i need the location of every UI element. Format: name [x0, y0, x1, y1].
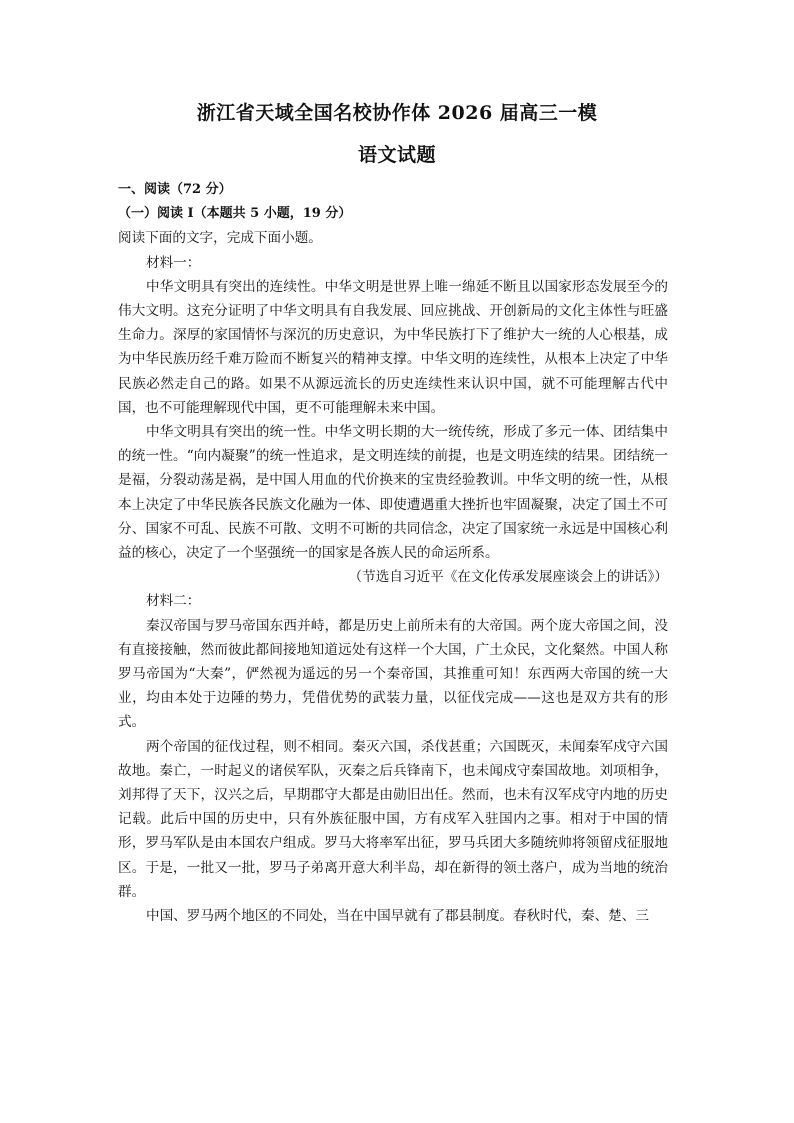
instruction-text: 阅读下面的文字，完成下面小题。	[118, 230, 322, 247]
material-one-label: 材料一：	[146, 254, 201, 271]
material-two-paragraph: 两个帝国的征伐过程，则不相同。秦灭六国，杀伐甚重；六国既灭，未闻秦军戍守六国故地。秦亡，一时起义的诸侯军队，灭秦之后兵锋南下，也未闻戍守秦国故地。刘项相争，刘邦得了天下，汉兴之后，早期郡守大都是由勋旧出任。然而，也未有汉军戍守内地的历史记载。此后中国的历史中，只有外族征服中国，方有戍军入驻国内之事。相对于中国的情形，罗马军队是由本国农户组成。罗马大将率军出征，罗马兵团大多随统帅将领留戍征服地区。于是，一批又一批，罗马子弟离开意大利半岛，却在新得的领土落户，成为当地的统治群。	[118, 738, 668, 900]
material-two-paragraph: 秦汉帝国与罗马帝国东西并峙，都是历史上前所未有的大帝国。两个庞大帝国之间，没有直接接触，然而彼此都间接地知道远处有这样一个大国，广土众民，文化粲然。中国人称罗马帝国为“大秦”，俨然视为遥远的另一个秦帝国，其推重可知！东西两大帝国的统一大业，均由本处于边陲的势力，凭借优势的武装力量，以征伐完成——这也是双方共有的形式。	[118, 617, 668, 731]
material-one-paragraph: 中华文明具有突出的统一性。中华文明长期的大一统传统，形成了多元一体、团结集中的统一性。“向内凝聚”的统一性追求，是文明连续的前提，也是文明连续的结果。团结统一是福，分裂动荡是祸，是中国人用血的代价换来的宝贵经验教训。中华文明的统一性，从根本上决定了中华民族各民族文化融为一体、即使遭遇重大挫折也牢固凝聚，决定了国土不可分、国家不可乱、民族不可散、文明不可断的共同信念，决定了国家统一永远是中国核心利益的核心，决定了一个坚强统一的国家是各族人民的命运所系。	[118, 424, 668, 562]
exam-title: 浙江省天域全国名校协作体 2026 届高三一模	[196, 102, 598, 124]
document-body	[118, 178, 668, 928]
material-two-paragraph: 中国、罗马两个地区的不同处，当在中国早就有了郡县制度。春秋时代，秦、楚、三	[146, 908, 649, 925]
material-two-label: 材料二：	[146, 593, 201, 610]
material-one-source: （节选自习近平《在文化传承发展座谈会上的讲话》）	[348, 569, 668, 586]
exam-subtitle: 语文试题	[357, 144, 436, 166]
section-subheading: （一）阅读 I（本题共 5 小题，19 分）	[118, 206, 352, 222]
material-one-paragraph: 中华文明具有突出的连续性。中华文明是世界上唯一绵延不断且以国家形态发展至今的伟大文明。这充分证明了中华文明具有自我发展、回应挑战、开创新局的文化主体性与旺盛生命力。深厚的家国情怀与深沉的历史意识，为中华民族打下了维护大一统的人心根基，成为中华民族历经千难万险而不断复兴的精神支撑。中华文明的连续性，从根本上决定了中华民族必然走自己的路。如果不从源远流长的历史连续性来认识中国，就不可能理解古代中国，也不可能理解现代中国，更不可能理解未来中国。	[118, 278, 668, 416]
section-heading: 一、阅读（72 分）	[118, 182, 232, 197]
